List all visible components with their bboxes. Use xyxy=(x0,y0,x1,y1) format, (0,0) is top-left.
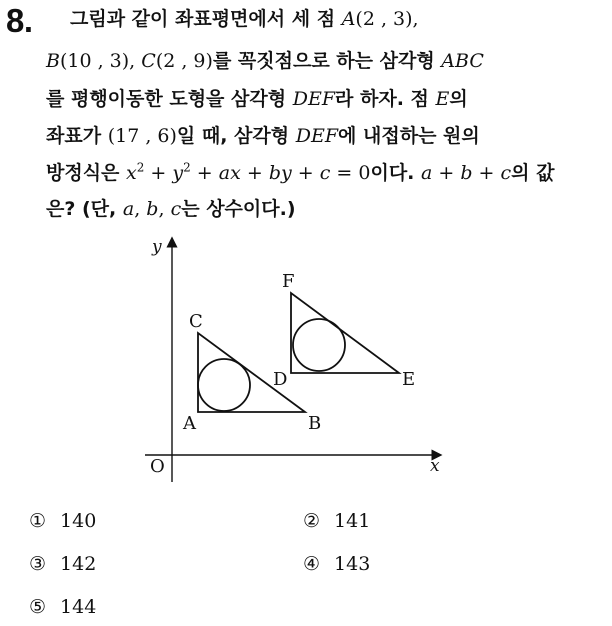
vertex-b-label: B xyxy=(308,413,322,434)
choice-mark: ② xyxy=(303,510,321,532)
question-text: 일 때, 삼각형 xyxy=(176,125,296,147)
point-a-label: A xyxy=(341,8,356,30)
triangle-def xyxy=(291,293,399,373)
question-text: 그림과 같이 좌표평면에서 세 점 xyxy=(70,8,342,30)
choice-value: 141 xyxy=(334,510,371,532)
point-b-coords: (10 , 3), xyxy=(59,50,142,72)
question-text: 라 하자. 점 xyxy=(335,88,436,110)
y-axis-label: y xyxy=(152,237,162,257)
vertex-e-label: E xyxy=(402,369,416,390)
choice-value: 143 xyxy=(334,553,371,575)
question-text: 를 평행이동한 도형을 삼각형 xyxy=(46,88,293,110)
point-b-label: B xyxy=(46,50,60,72)
choice-value: 142 xyxy=(60,553,97,575)
question-number: 8. xyxy=(6,2,33,39)
question-text: 방정식은 xyxy=(46,162,127,184)
vertex-c-label: C xyxy=(189,311,203,332)
triangle-abc xyxy=(198,333,305,412)
choice-mark: ⑤ xyxy=(29,596,47,618)
question-text: 에 내접하는 원의 xyxy=(338,125,480,147)
vertex-d-label: D xyxy=(273,369,288,390)
point-e-label: E xyxy=(435,88,450,110)
question-text: 를 꼭짓점으로 하는 삼각형 xyxy=(212,50,442,72)
choice-4[interactable] xyxy=(303,553,370,575)
question-text: 의 값 xyxy=(511,162,555,184)
choice-value: 140 xyxy=(60,510,97,532)
sum-expression: a + b + c xyxy=(421,162,512,184)
incircle-def xyxy=(293,319,345,371)
choice-2[interactable] xyxy=(303,510,370,532)
question-text: 이다. xyxy=(370,162,422,184)
constant-a: a xyxy=(122,198,135,220)
question-line-6: 은? (단, a, b, c는 상수이다.) xyxy=(46,198,296,220)
choice-mark: ④ xyxy=(303,553,321,575)
choice-1[interactable] xyxy=(29,510,96,532)
point-e-coords: (17 , 6) xyxy=(107,125,177,147)
choice-value: 144 xyxy=(60,596,97,618)
question-text: 는 상수이다.) xyxy=(181,198,296,220)
origin-label: O xyxy=(150,456,165,477)
triangle-abc-label: ABC xyxy=(441,50,484,72)
vertex-f-label: F xyxy=(282,271,295,292)
question-text: 의 xyxy=(449,88,468,110)
point-a-coords: (2 , 3), xyxy=(355,8,419,30)
choice-5[interactable] xyxy=(29,596,96,618)
question-text: 좌표가 xyxy=(46,125,108,147)
incircle-abc xyxy=(198,359,250,411)
constant-b: b xyxy=(146,198,159,220)
vertex-a-label: A xyxy=(183,413,196,434)
point-c-coords: (2 , 9) xyxy=(155,50,213,72)
question-text: 은? (단, xyxy=(46,198,123,220)
triangle-def-label: DEF xyxy=(292,88,336,110)
choice-3[interactable] xyxy=(29,553,96,575)
choice-mark: ① xyxy=(29,510,47,532)
choice-mark: ③ xyxy=(29,553,47,575)
x-axis-label: x xyxy=(430,456,440,476)
circle-equation: $x^2 + y^2$ + ax + by + c = 0 xyxy=(126,160,371,184)
constant-c: c xyxy=(170,198,182,220)
point-c-label: C xyxy=(141,50,156,72)
triangle-def-label: DEF xyxy=(295,125,339,147)
